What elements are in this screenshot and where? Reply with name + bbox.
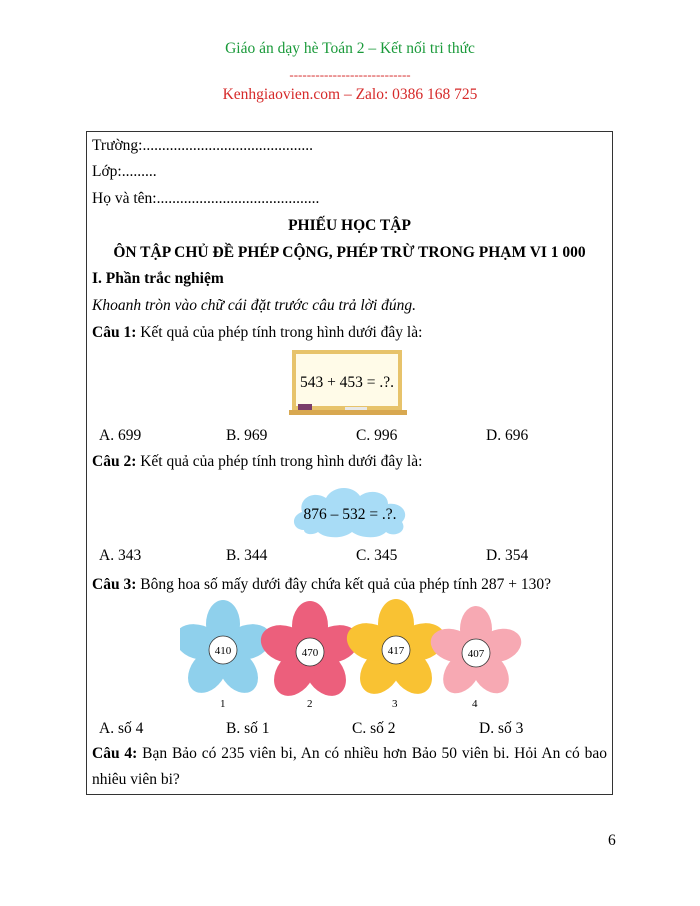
q3-option-b[interactable]: B. số 1	[226, 720, 270, 737]
flower-3-value: 417	[387, 645, 405, 657]
school-field: Trường:............................................	[92, 137, 313, 154]
question-2	[92, 453, 422, 471]
question-4-continued: nhiêu viên bi?	[92, 771, 180, 788]
page-number: 6	[608, 832, 616, 849]
flower-1-value: 410	[214, 645, 232, 657]
flower-3-number: 3	[392, 698, 398, 710]
header-dashes: ----------------------------	[289, 67, 411, 82]
chalk-icon	[345, 407, 367, 410]
question-3-text: Bông hoa số mấy dưới đây chứa kết quả của phép tính 287 + 130?	[136, 576, 552, 593]
q3-option-a[interactable]: A. số 4	[99, 720, 144, 737]
flower-2-value: 470	[301, 647, 319, 659]
q1-expression: 543 + 453 = .?.	[299, 374, 395, 391]
question-1	[92, 324, 422, 342]
flower-2-number: 2	[307, 698, 313, 710]
question-1-text: Kết quả của phép tính trong hình dưới đây là:	[136, 324, 423, 341]
question-1-label: Câu 1:	[92, 324, 137, 341]
q2-option-d[interactable]: D. 354	[486, 547, 529, 564]
name-field: Họ và tên:..........................................	[92, 190, 320, 207]
flower-2[interactable]	[256, 601, 364, 698]
question-4-label: Câu 4:	[92, 745, 138, 762]
question-3	[92, 576, 551, 594]
flower-1[interactable]	[180, 600, 276, 698]
question-2-label: Câu 2:	[92, 453, 137, 470]
q1-option-c[interactable]: C. 996	[356, 427, 398, 444]
worksheet-title: PHIẾU HỌC TẬP	[288, 217, 411, 234]
question-4-text: Bạn Bảo có 235 viên bi, An có nhiều hơn Bảo 50 viên bi. Hỏi An có bao	[137, 745, 607, 762]
q3-option-c[interactable]: C. số 2	[352, 720, 396, 737]
chalkboard-ledge	[289, 410, 407, 415]
q1-option-d[interactable]: D. 696	[486, 427, 529, 444]
worksheet-subtitle: ÔN TẬP CHỦ ĐỀ PHÉP CỘNG, PHÉP TRỪ TRONG PHẠM VI 1 000	[113, 244, 586, 261]
flower-4-number: 4	[472, 698, 478, 710]
question-3-label: Câu 3:	[92, 576, 137, 593]
flower-4[interactable]	[426, 606, 525, 698]
q2-option-b[interactable]: B. 344	[226, 547, 268, 564]
flower-4-value: 407	[467, 648, 485, 660]
instruction: Khoanh tròn vào chữ cái đặt trước câu trả lời đúng.	[92, 297, 417, 314]
q1-option-a[interactable]: A. 699	[99, 427, 142, 444]
q2-option-c[interactable]: C. 345	[356, 547, 398, 564]
question-4	[92, 745, 607, 763]
question-2-text: Kết quả của phép tính trong hình dưới đây là:	[136, 453, 423, 470]
q1-option-b[interactable]: B. 969	[226, 427, 268, 444]
q2-expression: 876 – 532 = .?.	[303, 506, 397, 523]
flower-group	[180, 598, 525, 698]
header-title: Giáo án dạy hè Toán 2 – Kết nối tri thức	[225, 40, 475, 57]
section-heading: I. Phần trắc nghiệm	[92, 270, 224, 287]
class-field: Lớp:.........	[92, 163, 157, 180]
header-site: Kenhgiaovien.com – Zalo: 0386 168 725	[222, 86, 478, 103]
q3-option-d[interactable]: D. số 3	[479, 720, 524, 737]
q2-option-a[interactable]: A. 343	[99, 547, 142, 564]
eraser-icon	[298, 404, 312, 410]
flower-1-number: 1	[220, 698, 226, 710]
